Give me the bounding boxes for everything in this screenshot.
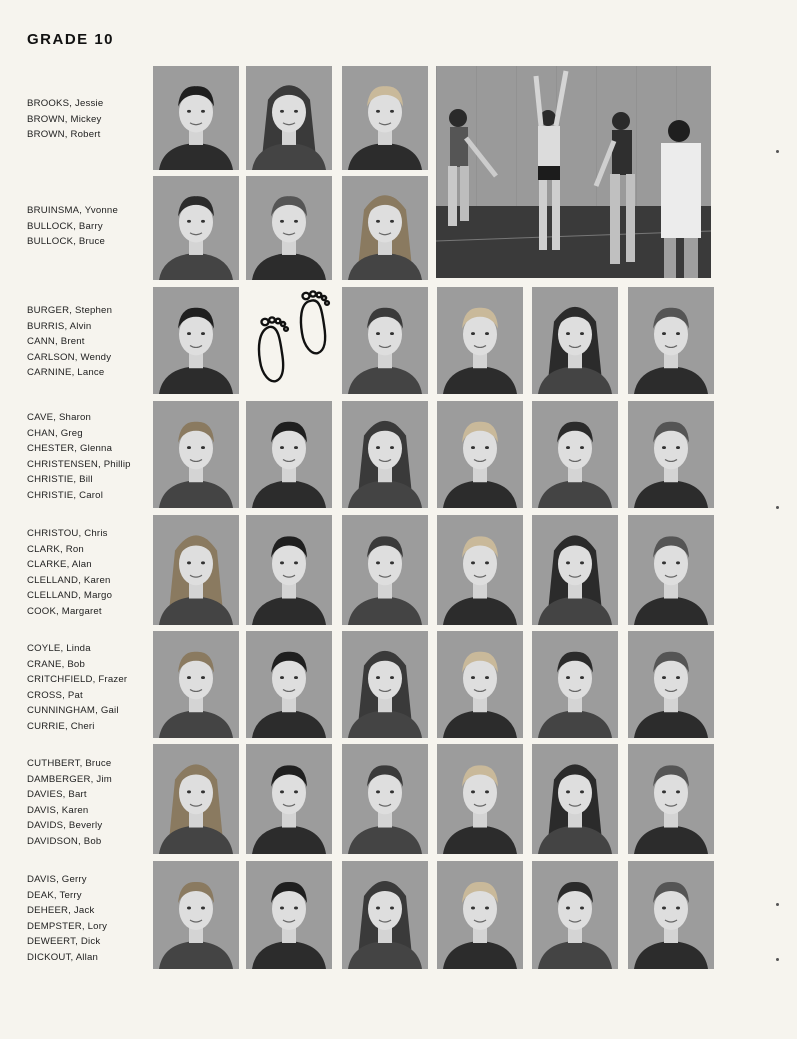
student-name: BURGER, Stephen xyxy=(27,305,113,316)
name-list-row-6 xyxy=(27,641,152,735)
name-list-row-1 xyxy=(27,96,152,143)
student-portrait xyxy=(342,287,428,394)
student-portrait xyxy=(246,631,332,738)
student-name: DAMBERGER, Jim xyxy=(27,773,112,785)
student-name: CLARKE, Alan xyxy=(27,559,92,571)
student-portrait xyxy=(153,66,239,170)
student-name: COOK, Margaret xyxy=(27,605,102,617)
student-name: DEWEERT, Dick xyxy=(27,936,101,948)
student-portrait xyxy=(342,631,428,738)
student-portrait xyxy=(342,401,428,508)
student-portrait xyxy=(246,401,332,508)
student-portrait xyxy=(246,744,332,854)
name-list-row-5 xyxy=(27,526,152,620)
student-name: DICKOUT, Allan xyxy=(27,951,99,963)
student-name: BROWN, Mickey xyxy=(27,113,102,125)
student-portrait xyxy=(342,515,428,625)
student-portrait xyxy=(246,176,332,280)
student-name: DAVIDS, Beverly xyxy=(27,820,103,832)
name-list-row-8 xyxy=(27,872,152,966)
student-portrait xyxy=(246,861,332,969)
student-portrait xyxy=(532,744,618,854)
student-portrait xyxy=(246,515,332,625)
footprints-icon xyxy=(244,287,336,394)
student-name: CHRISTIE, Carol xyxy=(27,489,104,501)
student-portrait xyxy=(153,176,239,280)
student-portrait xyxy=(342,861,428,969)
name-list-row-4 xyxy=(27,410,152,504)
student-portrait xyxy=(532,861,618,969)
student-portrait xyxy=(153,744,239,854)
student-name: DAVIS, Gerry xyxy=(27,874,87,885)
student-name: BULLOCK, Bruce xyxy=(27,236,105,248)
student-portrait xyxy=(628,631,714,738)
student-portrait xyxy=(342,176,428,280)
student-portrait xyxy=(532,287,618,394)
name-list-row-7 xyxy=(27,756,152,850)
student-portrait xyxy=(628,287,714,394)
student-name: BROWN, Robert xyxy=(27,129,101,141)
student-name: CHAN, Greg xyxy=(27,427,83,439)
student-name: CLARK, Ron xyxy=(27,543,84,555)
student-portrait xyxy=(437,631,523,738)
student-name: CURRIE, Cheri xyxy=(27,720,95,732)
student-name: CUNNINGHAM, Gail xyxy=(27,705,119,717)
student-name: DAVIES, Bart xyxy=(27,789,87,801)
basketball-game-photo xyxy=(436,66,711,278)
student-portrait xyxy=(437,515,523,625)
student-portrait xyxy=(437,744,523,854)
student-name: CUTHBERT, Bruce xyxy=(27,758,112,769)
student-name: BRUINSMA, Yvonne xyxy=(27,205,119,216)
student-name: DEHEER, Jack xyxy=(27,905,95,917)
student-name: CLELLAND, Margo xyxy=(27,590,113,602)
student-name: CHESTER, Glenna xyxy=(27,443,113,455)
student-portrait xyxy=(437,401,523,508)
binder-mark xyxy=(776,150,779,153)
student-name: COYLE, Linda xyxy=(27,643,91,654)
student-name: CHRISTENSEN, Phillip xyxy=(27,458,131,470)
student-portrait xyxy=(437,287,523,394)
student-portrait xyxy=(153,515,239,625)
student-portrait xyxy=(246,66,332,170)
binder-mark xyxy=(776,958,779,961)
student-name: CHRISTOU, Chris xyxy=(27,528,108,539)
student-portrait xyxy=(153,861,239,969)
student-portrait xyxy=(153,287,239,394)
student-name: CAVE, Sharon xyxy=(27,412,92,423)
binder-mark xyxy=(776,506,779,509)
student-portrait xyxy=(342,744,428,854)
student-portrait xyxy=(342,66,428,170)
student-name: CHRISTIE, Bill xyxy=(27,474,93,486)
student-name: BROOKS, Jessie xyxy=(27,98,104,109)
student-name: BULLOCK, Barry xyxy=(27,220,103,232)
binder-mark xyxy=(776,903,779,906)
student-portrait xyxy=(628,515,714,625)
name-list-row-3 xyxy=(27,303,152,381)
student-name: BURRIS, Alvin xyxy=(27,320,92,332)
student-name: DAVIS, Karen xyxy=(27,804,89,816)
student-portrait xyxy=(532,631,618,738)
student-name: CRITCHFIELD, Frazer xyxy=(27,674,128,686)
student-name: CROSS, Pat xyxy=(27,689,83,701)
student-portrait xyxy=(437,861,523,969)
student-portrait xyxy=(532,515,618,625)
student-name: DAVIDSON, Bob xyxy=(27,835,102,847)
student-portrait xyxy=(628,401,714,508)
student-portrait xyxy=(628,744,714,854)
student-name: CANN, Brent xyxy=(27,336,85,348)
student-name: DEAK, Terry xyxy=(27,889,82,901)
student-portrait xyxy=(153,401,239,508)
student-portrait xyxy=(532,401,618,508)
student-name: CARNINE, Lance xyxy=(27,367,105,379)
name-list-row-2 xyxy=(27,203,152,250)
student-name: CLELLAND, Karen xyxy=(27,574,111,586)
student-name: CARLSON, Wendy xyxy=(27,351,112,363)
student-name: CRANE, Bob xyxy=(27,658,85,670)
student-portrait xyxy=(628,861,714,969)
student-portrait xyxy=(153,631,239,738)
student-name: DEMPSTER, Lory xyxy=(27,920,108,932)
page-title: GRADE 10 xyxy=(27,31,115,48)
